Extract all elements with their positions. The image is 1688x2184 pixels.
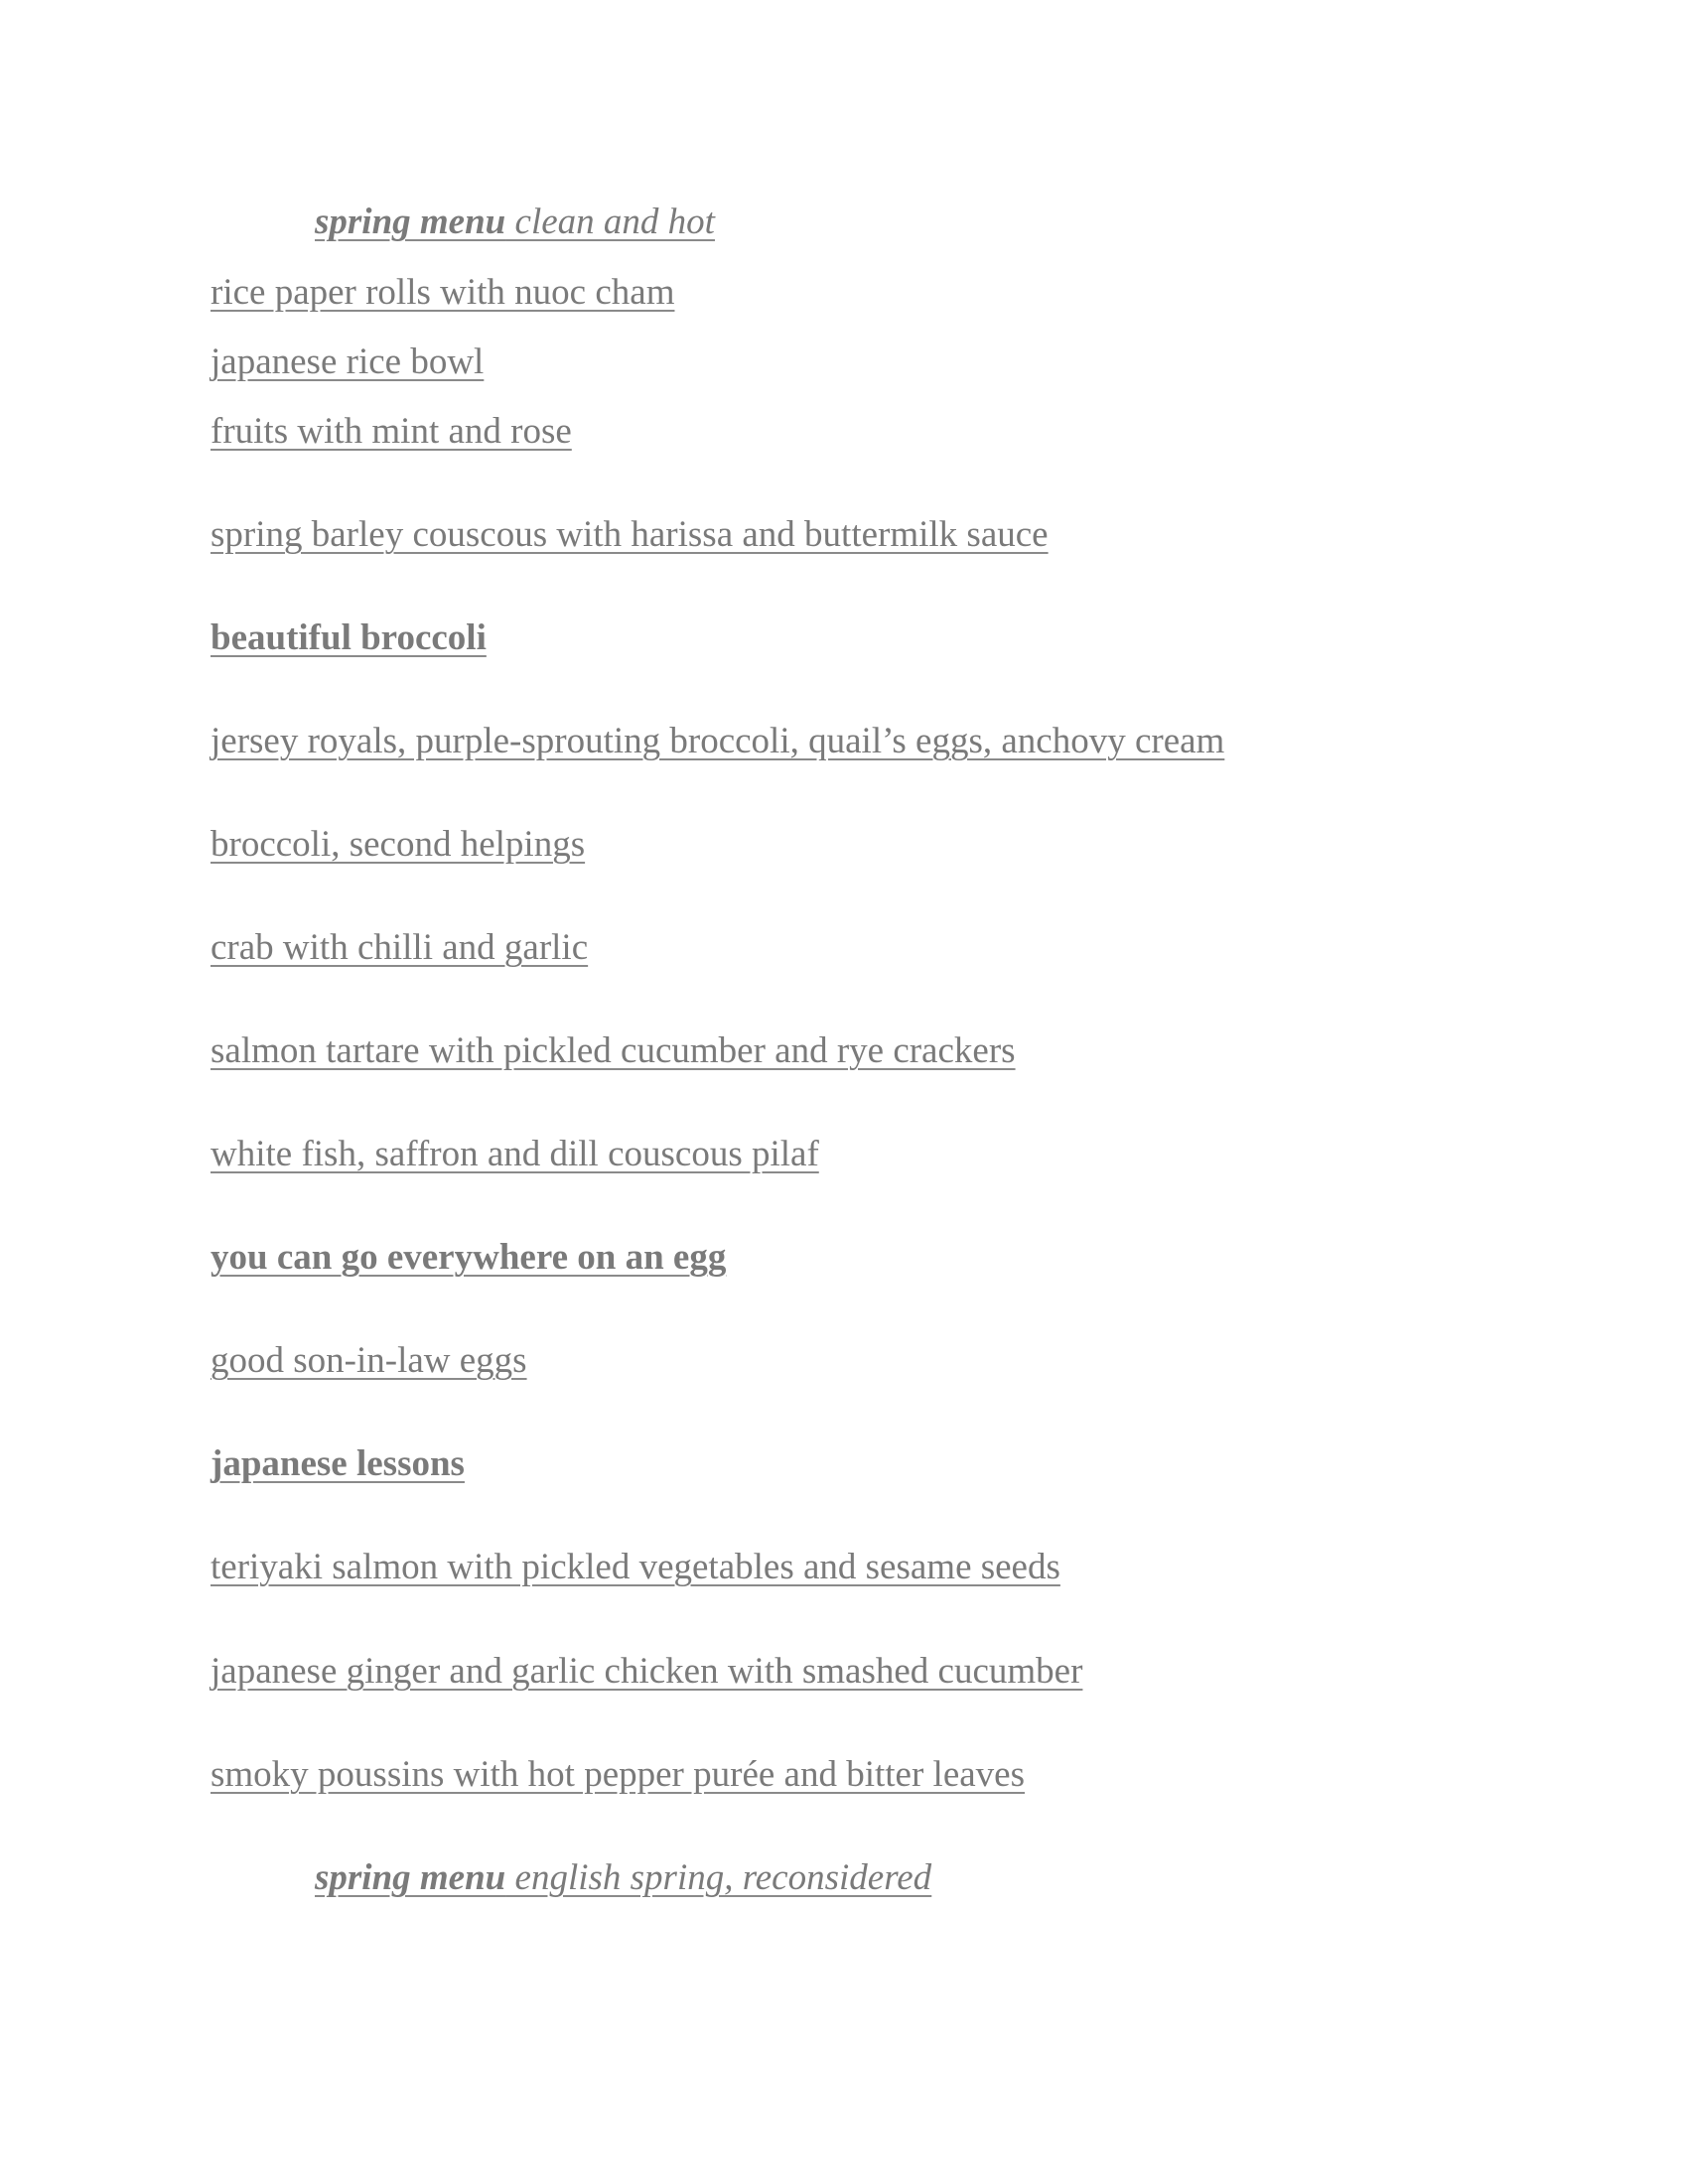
recipe-link-smoky-poussins[interactable]: smoky poussins with hot pepper purée and bitter leaves xyxy=(211,1754,1025,1795)
section-link-beautiful-broccoli[interactable]: beautiful broccoli xyxy=(211,617,487,658)
recipe-link-spring-barley-couscous[interactable]: spring barley couscous with harissa and buttermilk sauce xyxy=(211,514,1049,555)
recipe-link-rice-paper-rolls[interactable]: rice paper rolls with nuoc cham xyxy=(211,272,675,313)
recipe-link-salmon-tartare[interactable]: salmon tartare with pickled cucumber and rye crackers xyxy=(211,1030,1016,1071)
spring-menu-english-spring-link[interactable] xyxy=(315,1854,931,1902)
recipe-link-white-fish-pilaf[interactable]: white fish, saffron and dill couscous pilaf xyxy=(211,1134,819,1174)
recipe-link-japanese-rice-bowl[interactable]: japanese rice bowl xyxy=(211,341,485,382)
spring-menu-clean-and-hot-link[interactable] xyxy=(315,199,715,246)
recipe-link-good-son-in-law-eggs[interactable]: good son-in-law eggs xyxy=(211,1340,527,1381)
section-link-japanese-lessons[interactable]: japanese lessons xyxy=(211,1443,465,1484)
menu-header-subtitle: clean and hot xyxy=(505,202,715,242)
menu-header-bold: spring menu xyxy=(315,1857,506,1898)
section-link-everywhere-on-an-egg[interactable]: you can go everywhere on an egg xyxy=(211,1237,727,1278)
menu-header-bold: spring menu xyxy=(315,202,506,242)
recipe-link-jersey-royals[interactable]: jersey royals, purple-sprouting broccoli, quail’s eggs, anchovy cream xyxy=(211,721,1225,761)
recipe-link-teriyaki-salmon[interactable]: teriyaki salmon with pickled vegetables and sesame seeds xyxy=(211,1547,1060,1587)
recipe-link-broccoli-second-helpings[interactable]: broccoli, second helpings xyxy=(211,824,586,865)
recipe-link-crab-chilli-garlic[interactable]: crab with chilli and garlic xyxy=(211,927,589,968)
recipe-link-fruits-mint-rose[interactable]: fruits with mint and rose xyxy=(211,411,572,452)
menu-header-subtitle: english spring, reconsidered xyxy=(505,1857,932,1898)
recipe-link-japanese-ginger-garlic-chicken[interactable]: japanese ginger and garlic chicken with smashed cucumber xyxy=(211,1651,1083,1692)
